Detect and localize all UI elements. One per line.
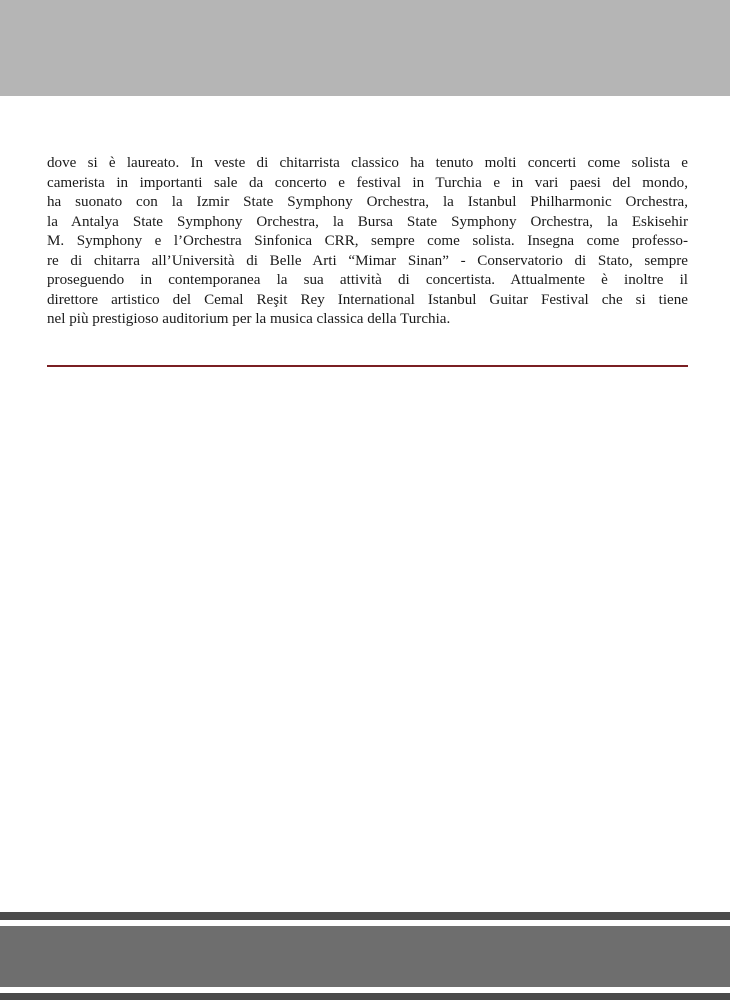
biography-line: direttore artistico del Cemal Reşit Rey International Istanbul Guitar Festival che si tiene [47,291,688,308]
biography-line: camerista in importanti sale da concerto e festival in Turchia e in vari paesi del mondo, [47,174,688,191]
biography-line: la Antalya State Symphony Orchestra, la Bursa State Symphony Orchestra, la Eskisehir [47,213,688,230]
biography-line: re di chitarra all’Università di Belle Arti “Mimar Sinan” - Conservatorio di Stato, sempre [47,252,688,269]
footer-edge-stripe [0,993,730,1000]
header-band [0,0,730,96]
biography-line: nel più prestigioso auditorium per la musica classica della Turchia. [47,311,451,327]
footer-band [0,926,730,987]
biography-line: ha suonato con la Izmir State Symphony Orchestra, la Istanbul Philharmonic Orchestra, [47,194,688,210]
biography-line: M. Symphony e l’Orchestra Sinfonica CRR, sempre come solista. Insegna come professo- [47,233,688,249]
biography-paragraph [47,154,688,330]
footer-stripe [0,912,730,920]
section-divider [47,365,688,367]
biography-line: proseguendo in contemporanea la sua attività di concertista. Attualmente è inoltre il [47,272,688,288]
biography-line: dove si è laureato. In veste di chitarrista classico ha tenuto molti concerti come solista e [47,155,688,171]
